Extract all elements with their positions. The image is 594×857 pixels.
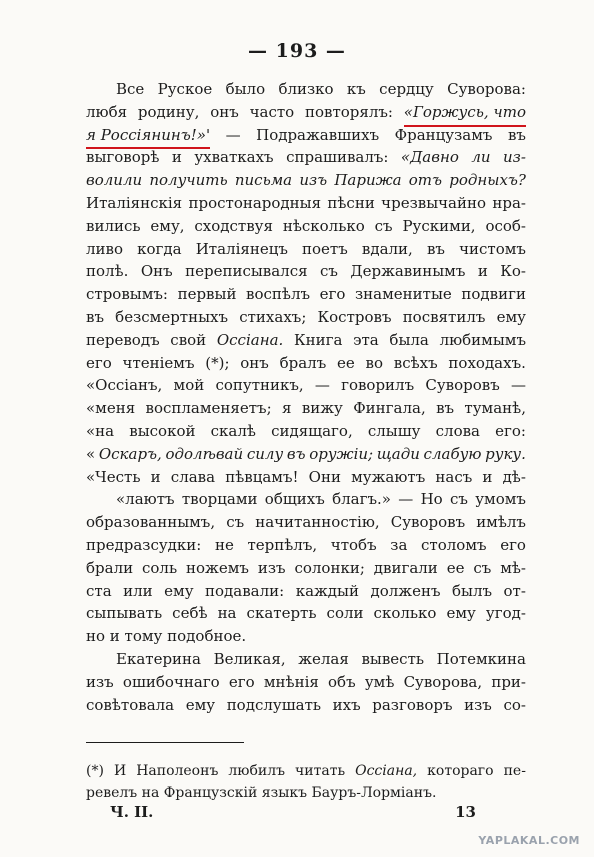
- word: подавали:: [205, 581, 285, 600]
- word: или: [123, 581, 153, 600]
- word: ухваткахъ: [194, 148, 274, 167]
- word: Рускими,: [402, 216, 476, 235]
- word: Суворовъ: [425, 376, 500, 395]
- word: ему,: [150, 216, 185, 235]
- word: объ: [328, 672, 356, 691]
- word: выговорѣ: [86, 148, 160, 167]
- word: Костровъ: [317, 307, 392, 326]
- word: спрашивалъ:: [286, 148, 389, 167]
- text-line: [86, 648, 526, 671]
- word: желая: [298, 649, 349, 668]
- word: «Давно: [400, 148, 459, 167]
- word: стихахъ;: [239, 307, 307, 326]
- word: любилъ: [228, 763, 286, 779]
- word: былъ: [451, 581, 493, 600]
- word: письма: [234, 171, 293, 190]
- word: сопутникъ,: [215, 376, 304, 395]
- word: подвиги: [461, 285, 526, 304]
- word: съ: [473, 558, 492, 577]
- word: бралъ: [279, 353, 327, 372]
- word: умомъ: [475, 490, 526, 509]
- text-line: [86, 625, 526, 648]
- word: —: [510, 376, 526, 395]
- text-line: [86, 374, 526, 397]
- word: въ: [436, 399, 455, 418]
- text-line: [86, 238, 526, 261]
- word: Великая,: [213, 649, 286, 668]
- word: нѣсколько: [282, 216, 365, 235]
- word: ста: [86, 581, 112, 600]
- text-line: [86, 557, 526, 580]
- word: высокой: [129, 421, 196, 440]
- word: изъ: [86, 672, 114, 691]
- text-line: [86, 694, 526, 717]
- word: не: [214, 535, 234, 554]
- word: пѣвцамъ!: [225, 467, 299, 486]
- word: солонки;: [294, 558, 365, 577]
- page-number: — 193 —: [248, 40, 346, 62]
- word: ее: [337, 353, 355, 372]
- text-line: [86, 192, 526, 215]
- word: ливо: [86, 239, 124, 258]
- text-line: [86, 146, 526, 169]
- text-line: [86, 283, 526, 306]
- word: близко: [278, 80, 334, 98]
- word: съ: [320, 262, 338, 281]
- word: изъ: [464, 695, 492, 714]
- text-line: [86, 782, 526, 804]
- word: подслушать: [226, 695, 322, 714]
- word: Суворова:: [447, 80, 526, 98]
- word: «лаютъ: [116, 490, 175, 509]
- word: особ-: [485, 216, 526, 235]
- word: переписывался: [185, 262, 308, 281]
- word: была: [389, 330, 429, 349]
- word: сидящаго,: [271, 421, 353, 440]
- text-line: [86, 420, 526, 443]
- word: «на: [86, 421, 115, 440]
- word: ему: [496, 307, 526, 326]
- word: посвятилъ: [402, 307, 486, 326]
- word: пе-: [503, 763, 526, 779]
- word: вились: [86, 216, 141, 235]
- word: въ: [286, 444, 306, 463]
- word: Италіянскія: [86, 193, 183, 212]
- volume-signature: Ч. II.: [110, 803, 154, 821]
- word: Суворовъ: [390, 513, 466, 532]
- word: разговоръ: [372, 695, 453, 714]
- word: я: [282, 399, 292, 418]
- word: Екатерина: [116, 649, 201, 668]
- word: при-: [491, 672, 526, 691]
- word: дѣ-: [502, 467, 526, 486]
- word: Руское: [157, 80, 213, 98]
- word: въ: [426, 239, 445, 258]
- sheet-signature: 13: [455, 803, 476, 821]
- word: было: [225, 80, 266, 98]
- word: от-: [503, 581, 526, 600]
- word: безсмертныхъ: [115, 307, 229, 326]
- word: имѣлъ: [476, 513, 526, 532]
- text-line: [86, 443, 526, 466]
- word: его:: [495, 421, 526, 440]
- word: ему: [446, 604, 476, 623]
- word: въ: [507, 125, 526, 144]
- word: слабую: [423, 444, 482, 463]
- word: Фингала,: [353, 399, 426, 418]
- word: совѣтовала: [86, 695, 175, 714]
- text-line: [86, 329, 526, 352]
- word: оружіи;: [309, 444, 374, 463]
- word: мнѣнія: [263, 672, 319, 691]
- word: образованнымъ,: [86, 513, 216, 532]
- word: походахъ.: [448, 353, 526, 372]
- word: Подражавшихъ: [256, 125, 380, 144]
- word: его: [228, 672, 255, 691]
- word: получить: [149, 171, 228, 190]
- word: всѣхъ: [393, 353, 438, 372]
- word: когда: [137, 239, 182, 258]
- word: ему: [185, 695, 216, 714]
- word: Оссіана,: [355, 763, 418, 779]
- word: волили: [86, 171, 143, 190]
- word: изъ: [257, 558, 286, 577]
- word: на: [217, 604, 237, 623]
- word: воспѣлъ: [246, 285, 311, 304]
- word: ли: [471, 148, 491, 167]
- word: Наполеонъ: [136, 763, 219, 779]
- word: родину,: [137, 102, 200, 121]
- word: воспламеняетъ;: [145, 399, 272, 418]
- word: терпѣлъ,: [247, 535, 318, 554]
- footnote: [86, 760, 526, 804]
- word: его: [86, 353, 112, 372]
- word: Державинымъ: [350, 262, 466, 281]
- word: (*): [86, 763, 104, 779]
- word: Книга: [293, 330, 343, 349]
- word: «Честь: [86, 467, 141, 486]
- word: одолѣвай: [165, 444, 244, 463]
- text-line: [86, 215, 526, 238]
- word: переводъ: [86, 330, 160, 349]
- word: мужаютъ: [351, 467, 426, 486]
- text-line: [86, 488, 526, 511]
- text-line: [86, 101, 526, 124]
- word: угод-: [485, 604, 526, 623]
- word: умѣ: [364, 672, 395, 691]
- word: туманѣ,: [464, 399, 526, 418]
- word: «меня: [86, 399, 136, 418]
- word: отъ: [408, 171, 443, 190]
- word: съ: [226, 513, 245, 532]
- word: —: [398, 490, 414, 509]
- word: повторялъ:: [304, 102, 393, 121]
- word: Они: [308, 467, 341, 486]
- text-span: ревелъ на Французскій языкъ Бауръ-Лорміанъ.: [86, 785, 437, 801]
- word: изъ: [299, 171, 328, 190]
- word: —: [225, 125, 241, 144]
- word: эта: [353, 330, 379, 349]
- word: Все: [116, 80, 145, 98]
- word: его: [500, 535, 526, 554]
- text-line: [86, 602, 526, 625]
- word: нра-: [492, 193, 526, 212]
- word: онъ: [240, 353, 269, 372]
- text-line: [86, 511, 526, 534]
- word: слышу: [367, 421, 421, 440]
- page-footer: [110, 803, 476, 821]
- word: и: [477, 262, 488, 281]
- word: Онъ: [140, 262, 173, 281]
- word: родныхъ?: [449, 171, 526, 190]
- text-line: [86, 466, 526, 489]
- text-line: [86, 169, 526, 192]
- word: ему: [164, 581, 194, 600]
- word: его: [319, 285, 346, 304]
- word: говорилъ: [341, 376, 415, 395]
- word: читать: [295, 763, 346, 779]
- word: со-: [503, 695, 526, 714]
- word: съ: [374, 216, 393, 235]
- word: въ: [86, 307, 104, 326]
- word: часто: [249, 102, 295, 121]
- word: руку.: [485, 444, 526, 463]
- word: котораго: [427, 763, 494, 779]
- word: и: [150, 467, 161, 486]
- text-line: [86, 124, 526, 147]
- main-text: [86, 78, 526, 716]
- text-line: [86, 760, 526, 782]
- word: И: [113, 763, 127, 779]
- word: Парижа: [334, 171, 402, 190]
- word: начитанностію,: [255, 513, 380, 532]
- word: вдали,: [361, 239, 413, 258]
- word: соль: [142, 558, 178, 577]
- word: и: [171, 148, 182, 167]
- word: Оссіана.: [216, 330, 284, 349]
- word: соли: [326, 604, 364, 623]
- word: предразсудки:: [86, 535, 202, 554]
- footnote-divider: [86, 742, 244, 743]
- word: мѣ-: [500, 558, 526, 577]
- word: Суворова,: [403, 672, 483, 691]
- text-span: но и тому подобное.: [86, 627, 247, 646]
- text-line: [86, 671, 526, 694]
- word: «Оссіанъ,: [86, 376, 163, 395]
- word: Французамъ: [394, 125, 493, 144]
- word: творцами: [181, 490, 258, 509]
- word: из-: [503, 148, 526, 167]
- word: щади: [376, 444, 420, 463]
- word: простонародныя: [188, 193, 322, 212]
- text-line: [86, 260, 526, 283]
- word: стровымъ:: [86, 285, 168, 304]
- text-line: [86, 580, 526, 603]
- word: скалѣ: [210, 421, 256, 440]
- word: вижу: [301, 399, 343, 418]
- word: первый: [177, 285, 237, 304]
- word: Италіянецъ: [195, 239, 288, 258]
- underlined-phrase: я Россіянинъ!»': [86, 124, 210, 150]
- word: —: [314, 376, 330, 395]
- word: и: [482, 467, 493, 486]
- text-line: [86, 306, 526, 329]
- word: ихъ: [332, 695, 361, 714]
- word: ошибочнаго: [122, 672, 220, 691]
- word: скатерть: [246, 604, 317, 623]
- underlined-phrase: «Горжусь, что: [404, 101, 526, 127]
- site-watermark: YAPLAKAL.COM: [478, 834, 580, 847]
- word: брали: [86, 558, 134, 577]
- word: слава: [170, 467, 216, 486]
- word: сыпывать: [86, 604, 163, 623]
- word: любя: [86, 102, 128, 121]
- word: столомъ: [421, 535, 487, 554]
- word: поетъ: [302, 239, 348, 258]
- word: за: [390, 535, 408, 554]
- word: силу: [246, 444, 284, 463]
- text-line: [86, 534, 526, 557]
- word: пѣсни: [327, 193, 375, 212]
- word: чтеніемъ: [122, 353, 195, 372]
- text-line: [86, 78, 526, 101]
- word: (*);: [205, 353, 230, 372]
- word: Но: [420, 490, 443, 509]
- word: мой: [173, 376, 205, 395]
- word: долженъ: [370, 581, 441, 600]
- word: себѣ: [172, 604, 208, 623]
- word: съ: [449, 490, 468, 509]
- word: полѣ.: [86, 262, 129, 281]
- word: двигали: [373, 558, 438, 577]
- word: знаменитые: [355, 285, 452, 304]
- word: сколько: [373, 604, 437, 623]
- word: чистомъ: [459, 239, 526, 258]
- word: «: [86, 444, 96, 463]
- word: любимымъ: [439, 330, 526, 349]
- text-line: [86, 352, 526, 375]
- word: ножемъ: [186, 558, 249, 577]
- word: свой: [170, 330, 207, 349]
- word: ее: [446, 558, 465, 577]
- word: къ: [346, 80, 366, 98]
- word: онъ: [210, 102, 239, 121]
- word: Оскаръ,: [98, 444, 162, 463]
- word: сердцу: [379, 80, 434, 98]
- word: общихъ: [264, 490, 325, 509]
- word: вывесть: [361, 649, 425, 668]
- word: сходствуя: [194, 216, 273, 235]
- word: чтобъ: [330, 535, 377, 554]
- word: благъ.»: [332, 490, 391, 509]
- word: каждый: [295, 581, 359, 600]
- word: чрезвычайно: [381, 193, 487, 212]
- word: во: [365, 353, 384, 372]
- word: насъ: [435, 467, 473, 486]
- word: слова: [435, 421, 480, 440]
- word: Ко-: [500, 262, 526, 281]
- word: Потемкина: [436, 649, 526, 668]
- text-line: [86, 397, 526, 420]
